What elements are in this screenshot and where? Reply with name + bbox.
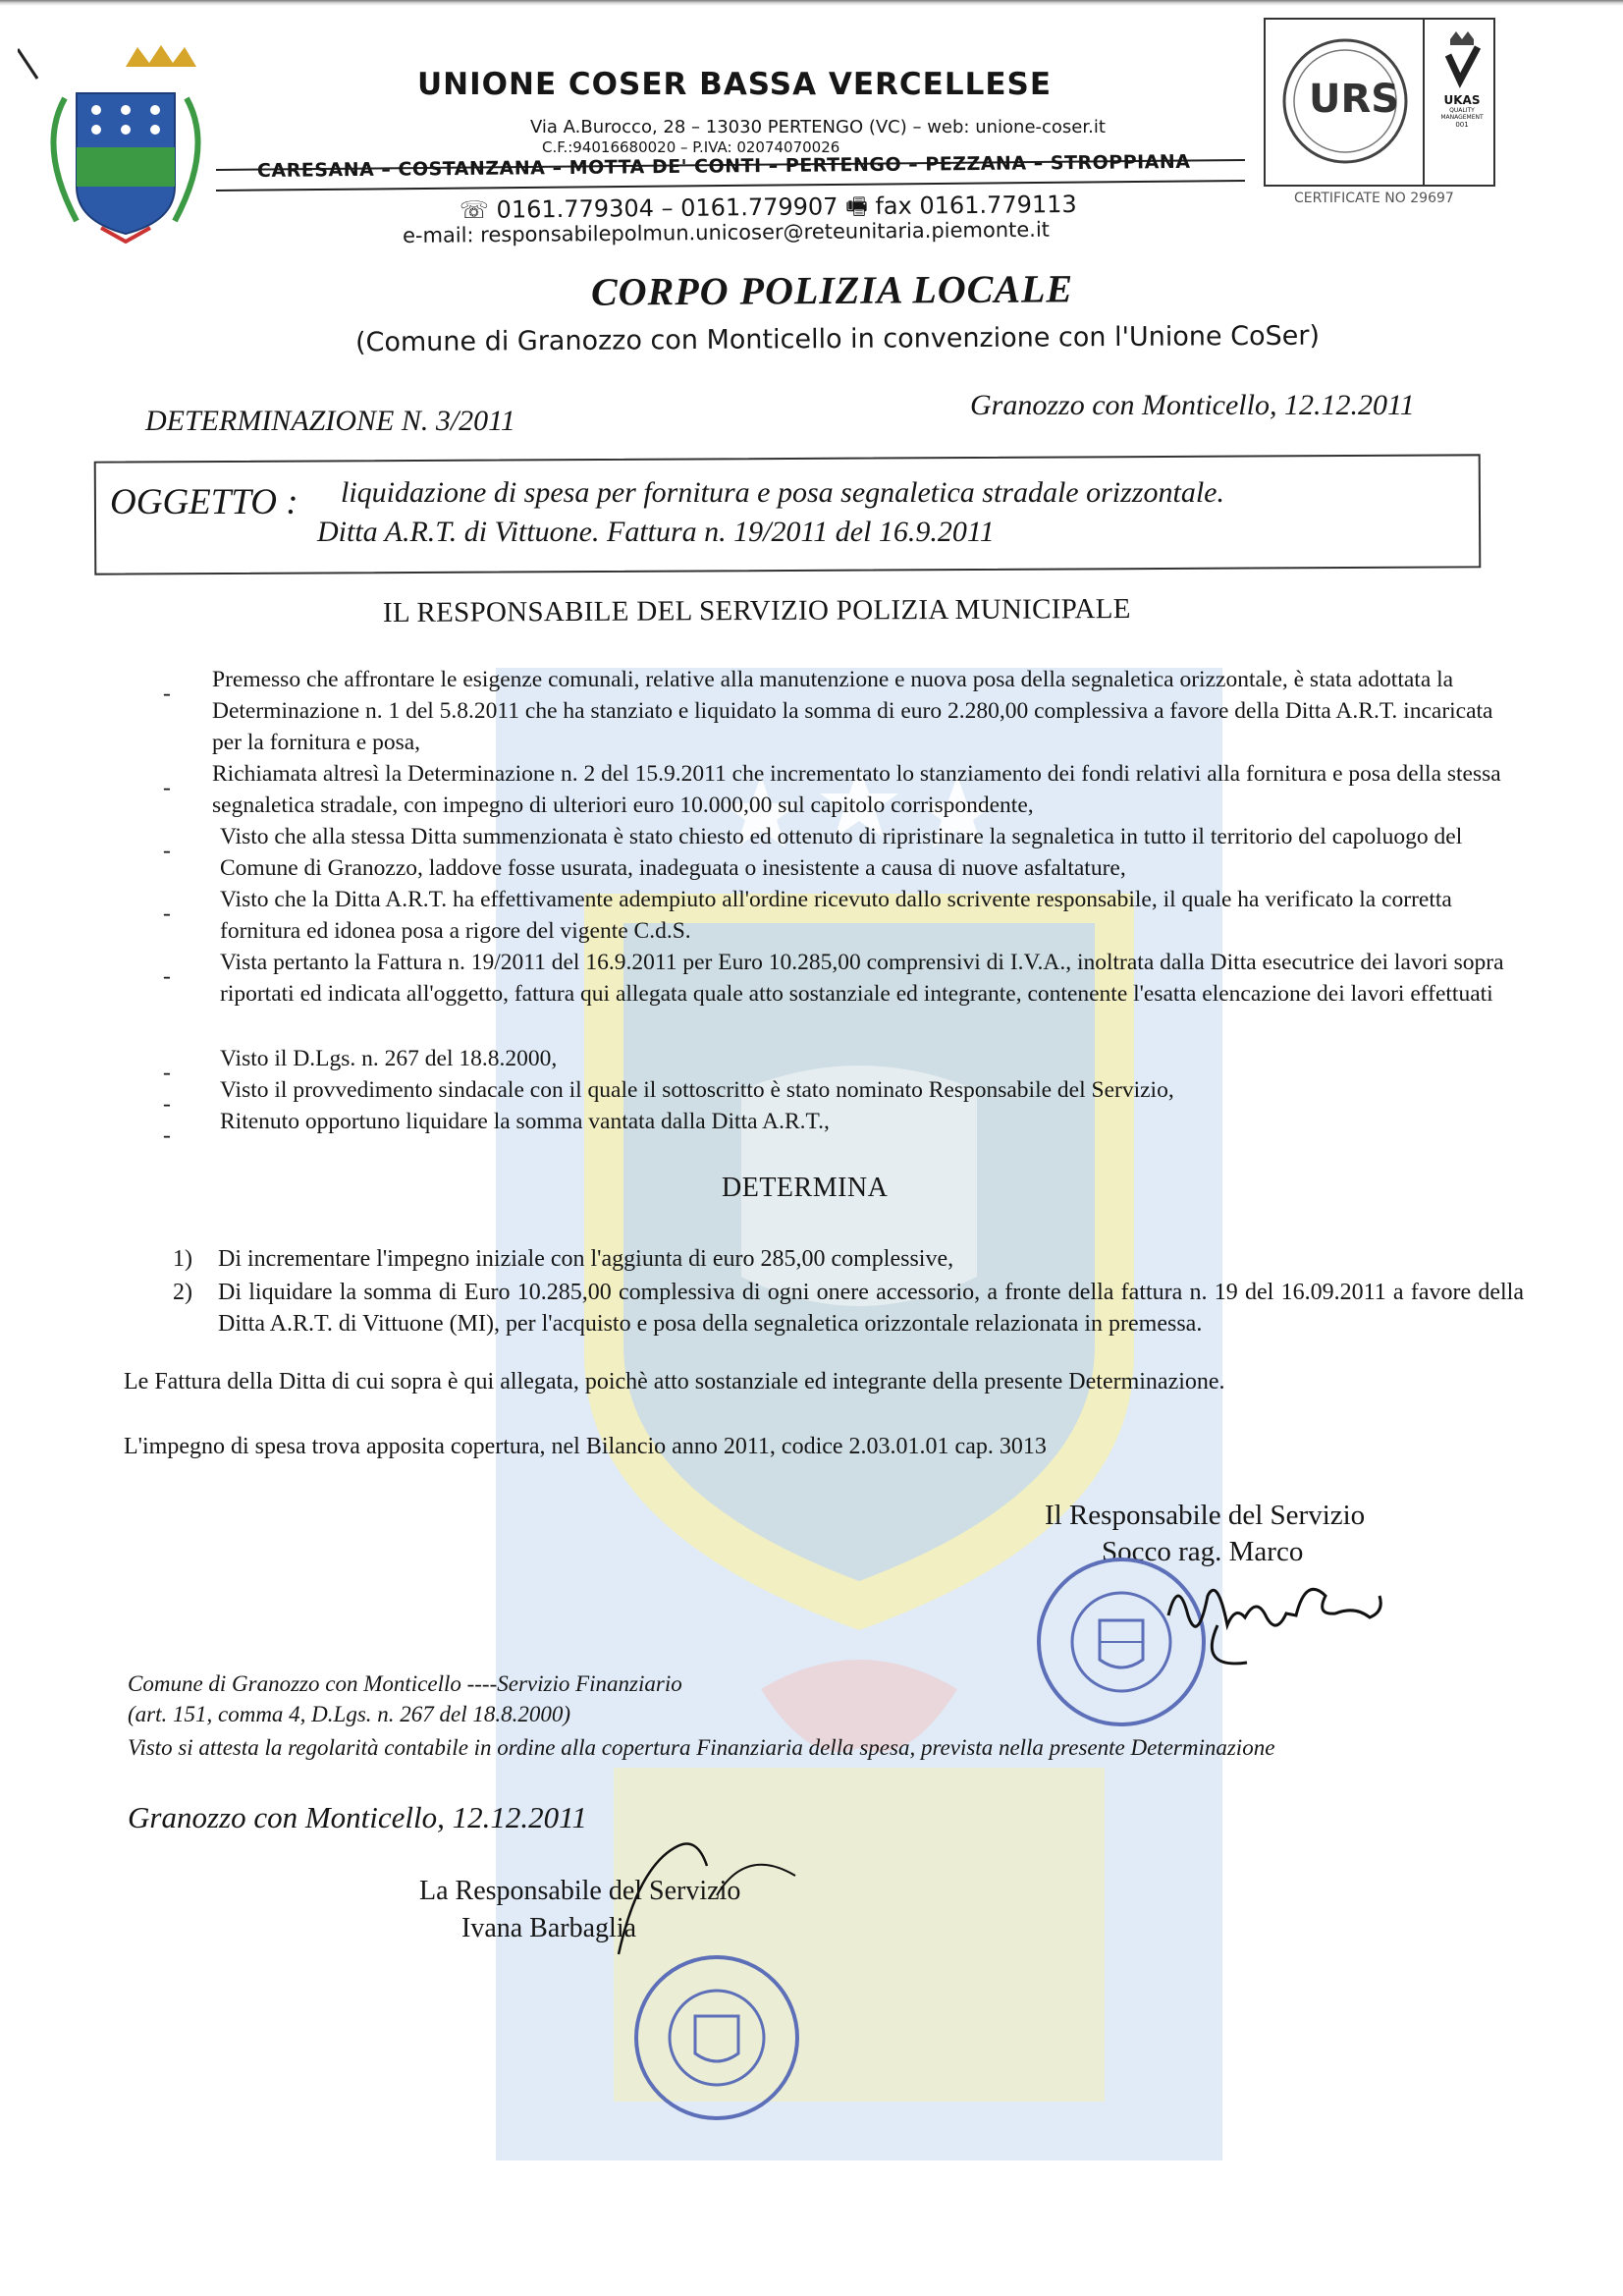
determination-date: Granozzo con Monticello, 12.12.2011 [970, 389, 1415, 421]
urs-label: URS [1309, 77, 1400, 122]
municipal-stamp-2-icon [628, 1949, 805, 2126]
oggetto-label: OGGETTO : [110, 482, 298, 522]
municipal-crest-icon [18, 39, 214, 246]
certification-box [1264, 18, 1495, 187]
urs-logo-icon [1271, 27, 1419, 175]
ukas-logo-icon [1438, 29, 1486, 129]
org-address: Via A.Burocco, 28 – 13030 PERTENGO (VC) – web: unione-coser.it [530, 117, 1106, 137]
ukas-sub: QUALITY MANAGEMENT [1440, 107, 1484, 121]
responsible-heading: IL RESPONSABILE DEL SERVIZIO POLIZIA MUNICIPALE [382, 593, 1131, 629]
signature-2-title: La Responsabile del Servizio [419, 1876, 741, 1906]
attachment-note: Le Fattura della Ditta di cui sopra è qui allegata, poichè atto sostanziale ed integrante della presente Determinazione. [124, 1369, 1225, 1394]
org-name: UNIONE COSER BASSA VERCELLESE [417, 67, 1053, 102]
corpo-title: CORPO POLIZIA LOCALE [590, 266, 1074, 314]
financial-line-2: (art. 151, comma 4, D.Lgs. n. 267 del 18.8.2000) [128, 1702, 571, 1726]
signature-2-name: Ivana Barbaglia [461, 1913, 637, 1943]
cert-divider [1423, 20, 1425, 185]
budget-note: L'impegno di spesa trova apposita copertura, nel Bilancio anno 2011, codice 2.03.01.01 cap. 3013 [124, 1434, 1047, 1459]
certificate-number: CERTIFICATE NO 29697 [1294, 191, 1454, 206]
ukas-label: UKAS [1443, 93, 1481, 107]
financial-line-3: Visto si attesta la regolarità contabile in ordine alla copertura Finanziaria della spesa, prevista nella presente Determinazione [128, 1735, 1275, 1760]
oggetto-line-1: liquidazione di spesa per fornitura e posa segnaletica stradale orizzontale. [341, 476, 1224, 509]
oggetto-line-2: Ditta A.R.T. di Vittuone. Fattura n. 19/2011 del 16.9.2011 [317, 516, 995, 548]
determina-heading: DETERMINA [722, 1173, 889, 1203]
determination-number: DETERMINAZIONE N. 3/2011 [145, 405, 515, 437]
signature-1-name: Socco rag. Marco [1102, 1536, 1304, 1567]
org-phones: ☏ 0161.779304 – 0161.779907 🖷 fax 0161.779113 [459, 190, 1077, 224]
handwritten-signature-2 [599, 1807, 893, 1964]
ukas-code: 001 [1455, 121, 1469, 129]
org-email: e-mail: responsabilepolmun.unicoser@reteunitaria.piemonte.it [402, 217, 1051, 247]
header-rule-bottom [216, 180, 1245, 191]
convention-note: (Comune di Granozzo con Monticello in convenzione con l'Unione CoSer) [354, 320, 1321, 358]
scan-edge [0, 0, 1623, 6]
oggetto-box [94, 454, 1482, 574]
member-towns: CARESANA – COSTANZANA – MOTTA DE' CONTI – PERTENGO – PEZZANA – STROPPIANA [256, 150, 1191, 182]
financial-line-1: Comune di Granozzo con Monticello ----Servizio Finanziario [128, 1671, 682, 1696]
document-page: UNIONE COSER BASSA VERCELLESE Via A.Burocco, 28 – 13030 PERTENGO (VC) – web: unione-coser.it C.F.:94016680020 – P.IVA: 02074070026 CARESANA – COSTANZANA – MOTTA DE' CONTI – PERTENGO – PEZZANA – STROPPIANA ☏ 0161.779304 – 0161.779907 🖷 fax 0161.779113 e-mail: responsabilepolmun.unicoser@reteunitaria.piemonte.it URS UKAS QUALITY MANAGEMENT 001 CERTIFICATE NO 29697 CORPO POLIZIA LOCALE (Comune di Granozzo con Monticello in convenzione con l'Unione CoSer) DETERMINAZIONE N. 3/2011 Granozzo con Monticello, 12.12.2011 OGGETTO : liquidazione di spesa per fornitura e posa segnaletica stradale orizzontale. Ditta A.R.T. di Vittuone. Fattura n. 19/2011 del 16.9.2011 IL RESPONSABILE DEL SERVIZIO POLIZIA MUNICIPALE - Premesso che affrontare le esigenze comunali, relative alla manutenzione e nuova posa della segnaletica orizzontale, è stata adottata la Determinazione n. 1 del 5.8.2011 che ha stanziato e liquidato la somma di euro 2.280,00 complessiva a favore della Ditta A.R.T. incaricata per la fornitura e posa, - Richiamata altresì la Determinazione n. 2 del 15.9.2011 che incrementato lo stanziamento dei fondi relativi alla fornitura e posa della stessa segnaletica stradale, con impegno di ulteriori euro 10.000,00 sul capitolo corrispondente, - Visto che alla stessa Ditta summenzionata è stato chiesto ed ottenuto di ripristinare la segnaletica in tutto il territorio del capoluogo del Comune di Granozzo, laddove fosse usurata, inadeguata o inesistente a causa di nuove asfaltature, - Visto che la Ditta A.R.T. ha effettivamente adempiuto all'ordine ricevuto dallo scrivente responsabile, il quale ha verificato la corretta fornitura ed idonea posa a rigore del vigente C.d.S. - Vista pertanto la Fattura n. 19/2011 del 16.9.2011 per Euro 10.285,00 comprensivi di I.V.A., inoltrata dalla Ditta esecutrice dei lavori sopra riportati ed indicata all'oggetto, fattura qui allegata quale atto sostanziale ed integrante, contenente l'esatta elencazione dei lavori effettuati - Visto il D.Lgs. n. 267 del 18.8.2000, - Visto il provvedimento sindacale con il quale il sottoscritto è stato nominato Responsabile del Servizio, - Ritenuto opportuno liquidare la somma vantata dalla Ditta A.R.T., DETERMINA 1) Di incrementare l'impegno iniziale con l'aggiunta di euro 285,00 complessive, 2) Di liquidare la somma di Euro 10.285,00 complessiva di ogni onere accessorio, a fronte della fattura n. 19 del 16.09.2011 a favore della Ditta A.R.T. di Vittuone (MI), per l'acquisto e posa della segnaletica orizzontale relazionata in premessa. Le Fattura della Ditta di cui sopra è qui allegata, poichè atto sostanziale ed integrante della presente Determinazione. L'impegno di spesa trova apposita copertura, nel Bilancio anno 2011, codice 2.03.01.01 cap. 3013 Il Responsabile del Servizio Socco rag. Marco Comune di Granozzo con Monticello ----Servizio Finanziario (art. 151, comma 4, D.Lgs. n. 267 del 18.8.2000) Visto si attesta la regolarità contabile in ordine alla copertura Finanziaria della spesa, prevista nella presente Determinazione Granozzo con Monticello, 12.12.2011 La Responsabile del Servizio Ivana Barbaglia [0, 0, 1623, 2296]
org-tax-ids: C.F.:94016680020 – P.IVA: 02074070026 [542, 138, 840, 156]
handwritten-signature-1 [1159, 1557, 1394, 1674]
financial-date: Granozzo con Monticello, 12.12.2011 [128, 1800, 587, 1834]
signature-1-title: Il Responsabile del Servizio [1045, 1500, 1366, 1531]
